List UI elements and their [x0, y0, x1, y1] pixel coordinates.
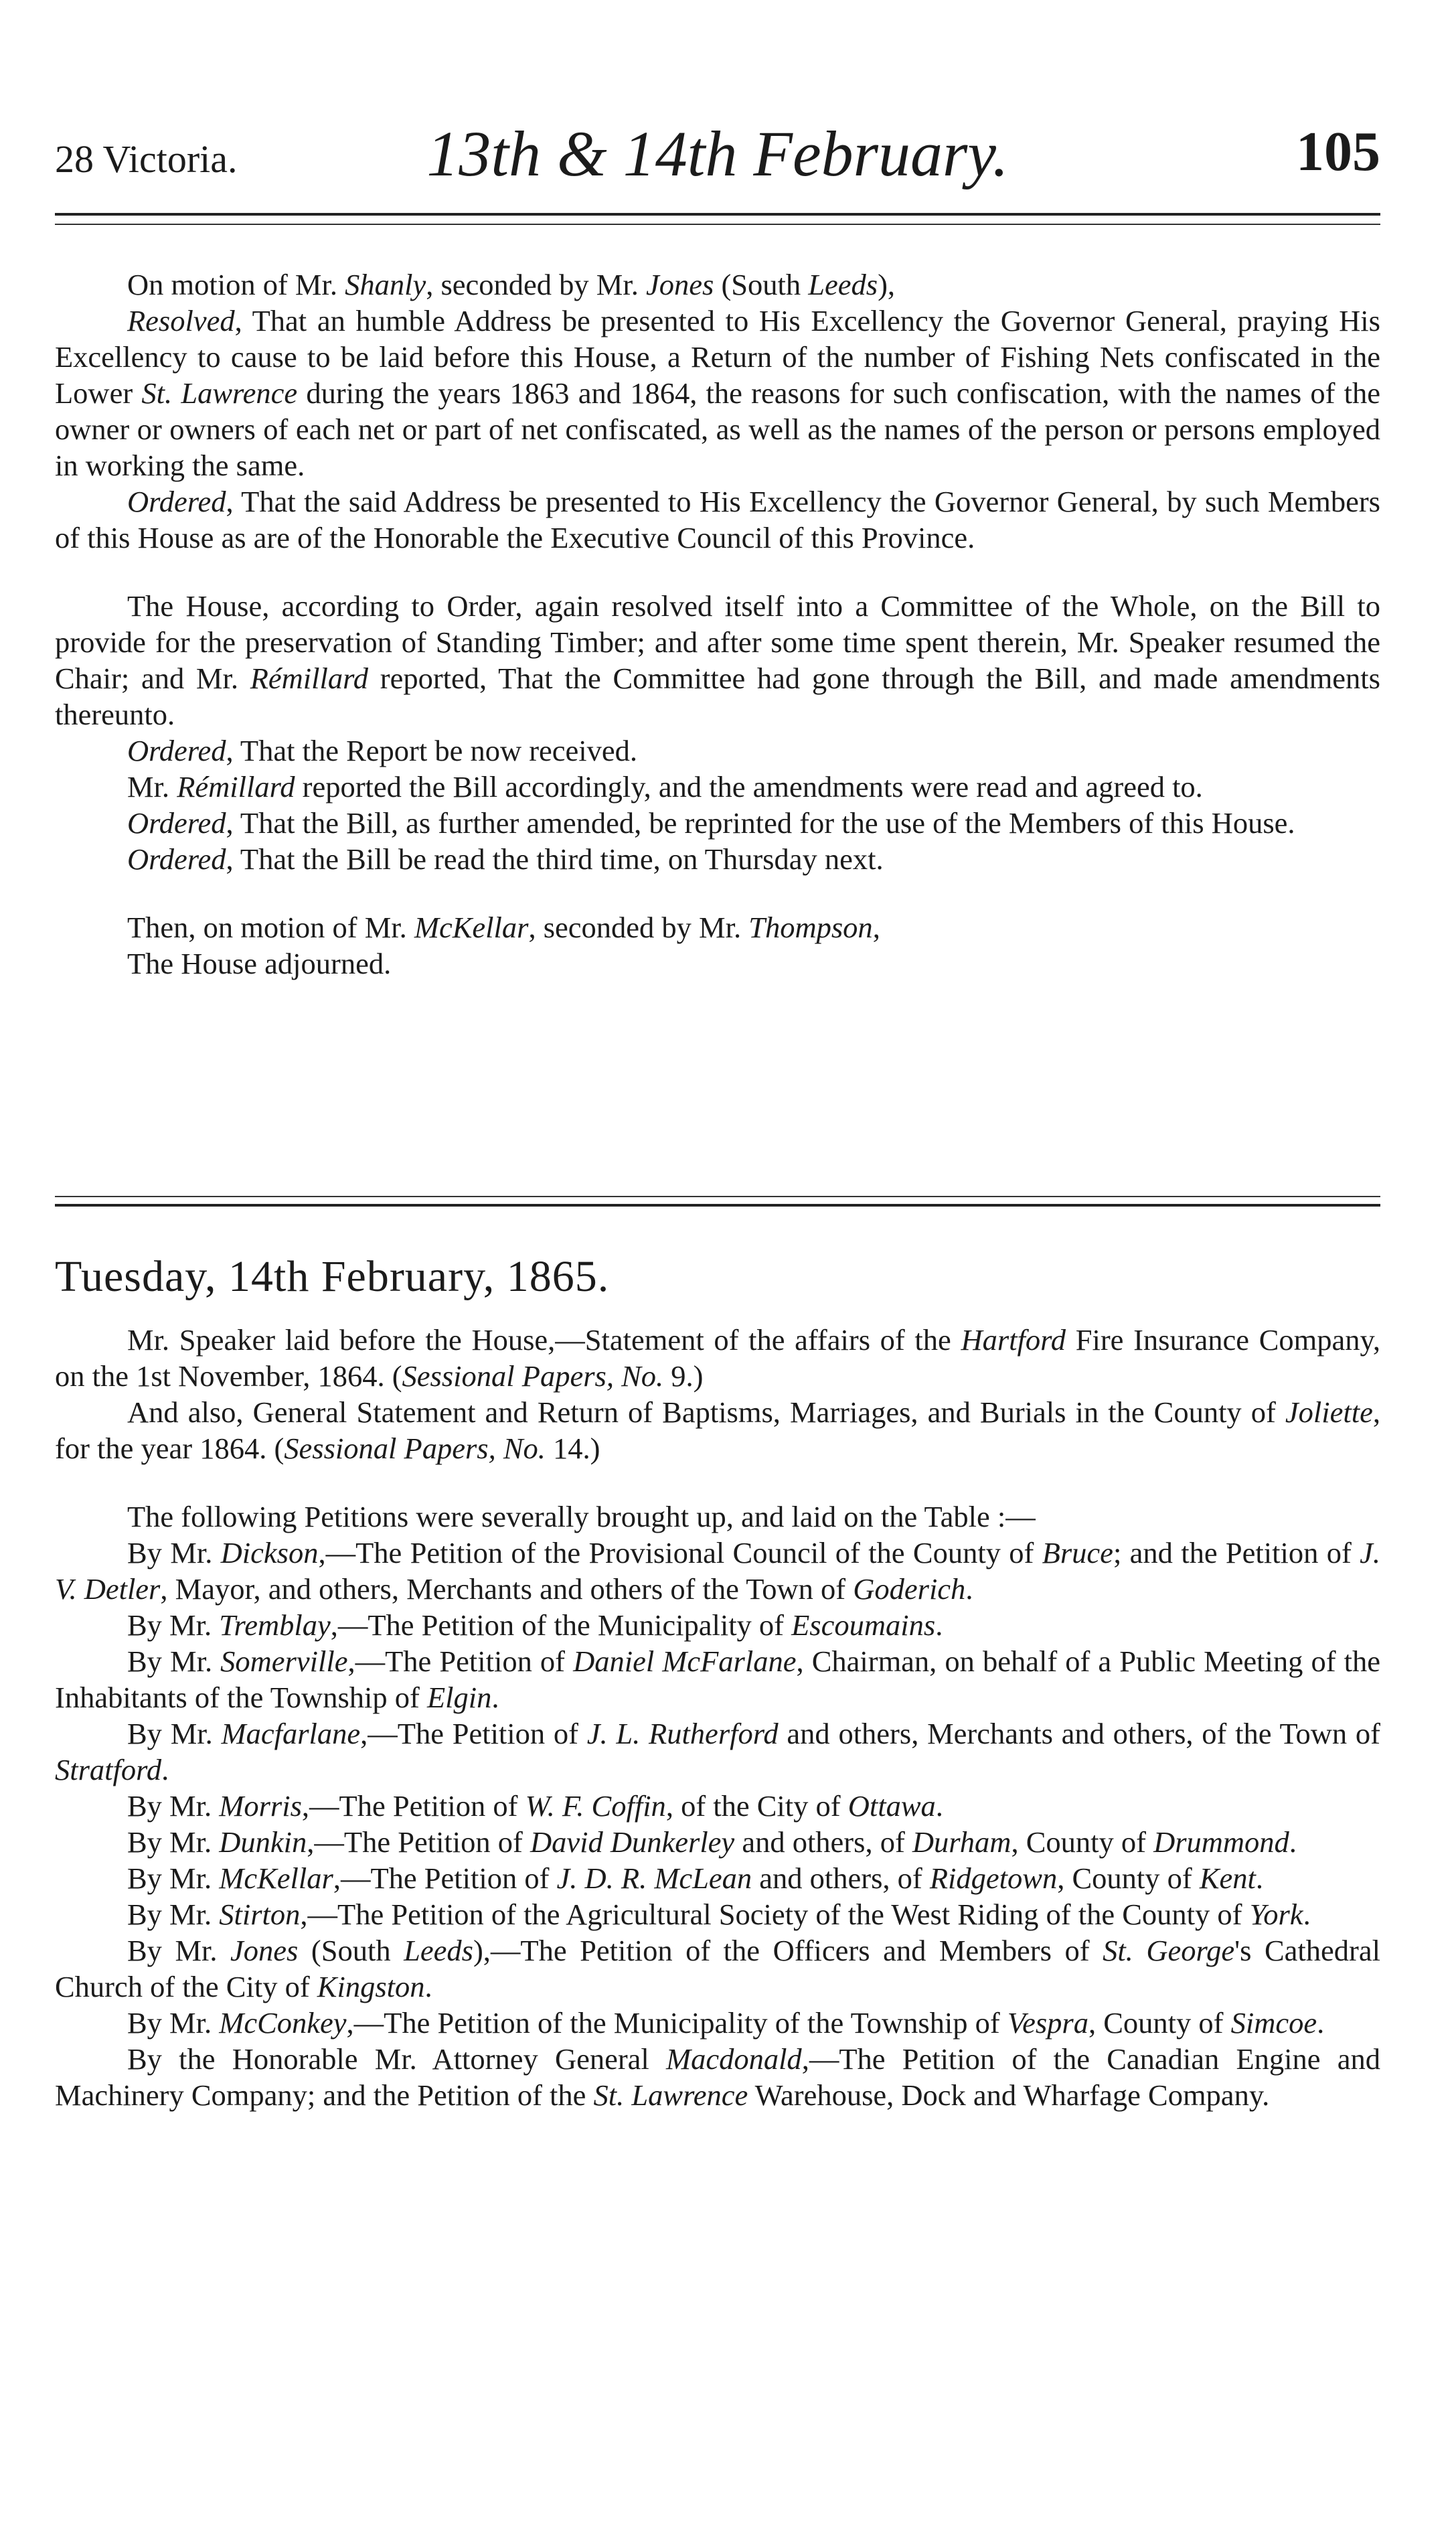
- header-rule-top: [55, 213, 1380, 216]
- petitions: The following Petitions were severally brought up, and laid on the Table :— By Mr. Dickson,—The Petition of the Provisional Council of the County of Bruce; and the Petition of J. V. Detler, Mayor, and others, Merchants and others of the Town of Goderich. By Mr. Tremblay,—The Petition of the Municipality of Escoumains. By Mr. Somerville,—The Petition of Daniel McFarlane, Chairman, on behalf of a Public Meeting of the Inhabitants of the Township of Elgin. By Mr. Macfarlane,—The Petition of J. L. Rutherford and others, Merchants and others, of the Town of Stratford. By Mr. Morris,—The Petition of W. F. Coffin, of the City of Ottawa. By Mr. Dunkin,—The Petition of David Dunkerley and others, of Durham, County of Drummond. By Mr. McKellar,—The Petition of J. D. R. McLean and others, of Ridgetown, County of Kent. By Mr. Stirton,—The Petition of the Agricultural Society of the West Riding of the County of York. By Mr. Jones (South Leeds),—The Petition of the Officers and Members of St. George's Cathedral Church of the City of Kingston. By Mr. McConkey,—The Petition of the Municipality of the Township of Vespra, County of Simcoe. By the Honorable Mr. Attorney General Macdonald,—The Petition of the Canadian Engine and Machinery Company; and the Petition of the St. Lawrence Warehouse, Dock and Wharfage Company.: [55, 1500, 1380, 2112]
- section-rule-bottom: [55, 1204, 1380, 1207]
- proceedings-13th-february: [55, 266, 1380, 982]
- petition-item: By Mr. McConkey,—The Petition of the Municipality of the Township of Vespra, County of Simcoe.: [127, 2006, 1325, 2040]
- adjournment: Then, on motion of Mr. McKellar, seconded by Mr. Thompson, The House adjourned.: [127, 911, 880, 980]
- date-heading: Tuesday, 14th February, 1865.: [55, 1252, 610, 1301]
- committee-standing-timber: The House, according to Order, again resolved itself into a Committee of the Whole, on the Bill to provide for the preservation of Standing Timber; and after some time spent therein, Mr. Speaker resumed the Chair; and Mr. Rémillard reported, That the Committee had gone through the Bill, and made amendments thereunto. Ordered, That the Report be now received. Mr. Rémillard reported the Bill accordingly, and the amendments were read and agreed to. Ordered, That the Bill, as further amended, be reprinted for the use of the Members of this House. Ordered, That the Bill be read the third time, on Thursday next.: [55, 589, 1380, 876]
- petition-item: By Mr. Stirton,—The Petition of the Agricultural Society of the West Riding of the County of York.: [127, 1898, 1311, 1931]
- running-head: [55, 112, 1380, 193]
- petition-item: By Mr. Dickson,—The Petition of the Provisional Council of the County of Bruce; and the Petition of J. V. Detler, Mayor, and others, Merchants and others of the Town of Goderich.: [55, 1536, 1380, 1606]
- petition-item: By Mr. Morris,—The Petition of W. F. Coffin, of the City of Ottawa.: [127, 1789, 943, 1823]
- page-number: 105: [1296, 121, 1380, 183]
- petition-item: By Mr. Somerville,—The Petition of Daniel McFarlane, Chairman, on behalf of a Public Meeting of the Inhabitants of the Township of Elgin.: [55, 1644, 1380, 1714]
- petition-item: By Mr. Macfarlane,—The Petition of J. L. Rutherford and others, Merchants and others, of the Town of Stratford.: [55, 1717, 1380, 1786]
- regnal-year: 28 Victoria.: [55, 137, 238, 181]
- header-rule-bottom: [55, 224, 1380, 225]
- petition-item: By Mr. Jones (South Leeds),—The Petition of the Officers and Members of St. George's Cathedral Church of the City of Kingston.: [55, 1934, 1380, 2003]
- petition-item: By Mr. Dunkin,—The Petition of David Dunkerley and others, of Durham, County of Drummond.: [127, 1825, 1297, 1859]
- motion-shanly: On motion of Mr. Shanly, seconded by Mr. Jones (South Leeds),: [127, 268, 896, 301]
- resolution-fishing-nets: Resolved, That an humble Address be presented to His Excellency the Governor General, praying His Excellency to cause to be laid before this House, a Return of the number of Fishing Nets confiscated in the Lower St. Lawrence during the years 1863 and 1864, the reasons for such confiscation, with the names of the owner or owners of each net or part of net confiscated, as well as the names of the person or persons employed in working the same.: [55, 304, 1381, 482]
- section-rule-top: [55, 1196, 1380, 1197]
- order-address: Ordered, That the said Address be presented to His Excellency the Governor General, by such Members of this House as are of the Honorable the Executive Council of this Province.: [55, 485, 1380, 554]
- petition-item: By the Honorable Mr. Attorney General Macdonald,—The Petition of the Canadian Engine and Machinery Company; and the Petition of the St. Lawrence Warehouse, Dock and Wharfage Company.: [55, 2042, 1380, 2112]
- page-date-title: 13th & 14th February.: [426, 118, 1009, 189]
- proceedings-14th-february: [55, 1252, 1380, 2113]
- papers-laid: Mr. Speaker laid before the House,—Statement of the affairs of the Hartford Fire Insurance Company, on the 1st November, 1864. (Sessional Papers, No. 9.) And also, General Statement and Return of Baptisms, Marriages, and Burials in the County of Joliette, for the year 1864. (Sessional Papers, No. 14.): [55, 1323, 1380, 1465]
- petition-item: By Mr. McKellar,—The Petition of J. D. R. McLean and others, of Ridgetown, County of Kent.: [127, 1861, 1264, 1895]
- petition-item: By Mr. Tremblay,—The Petition of the Municipality of Escoumains.: [127, 1608, 943, 1642]
